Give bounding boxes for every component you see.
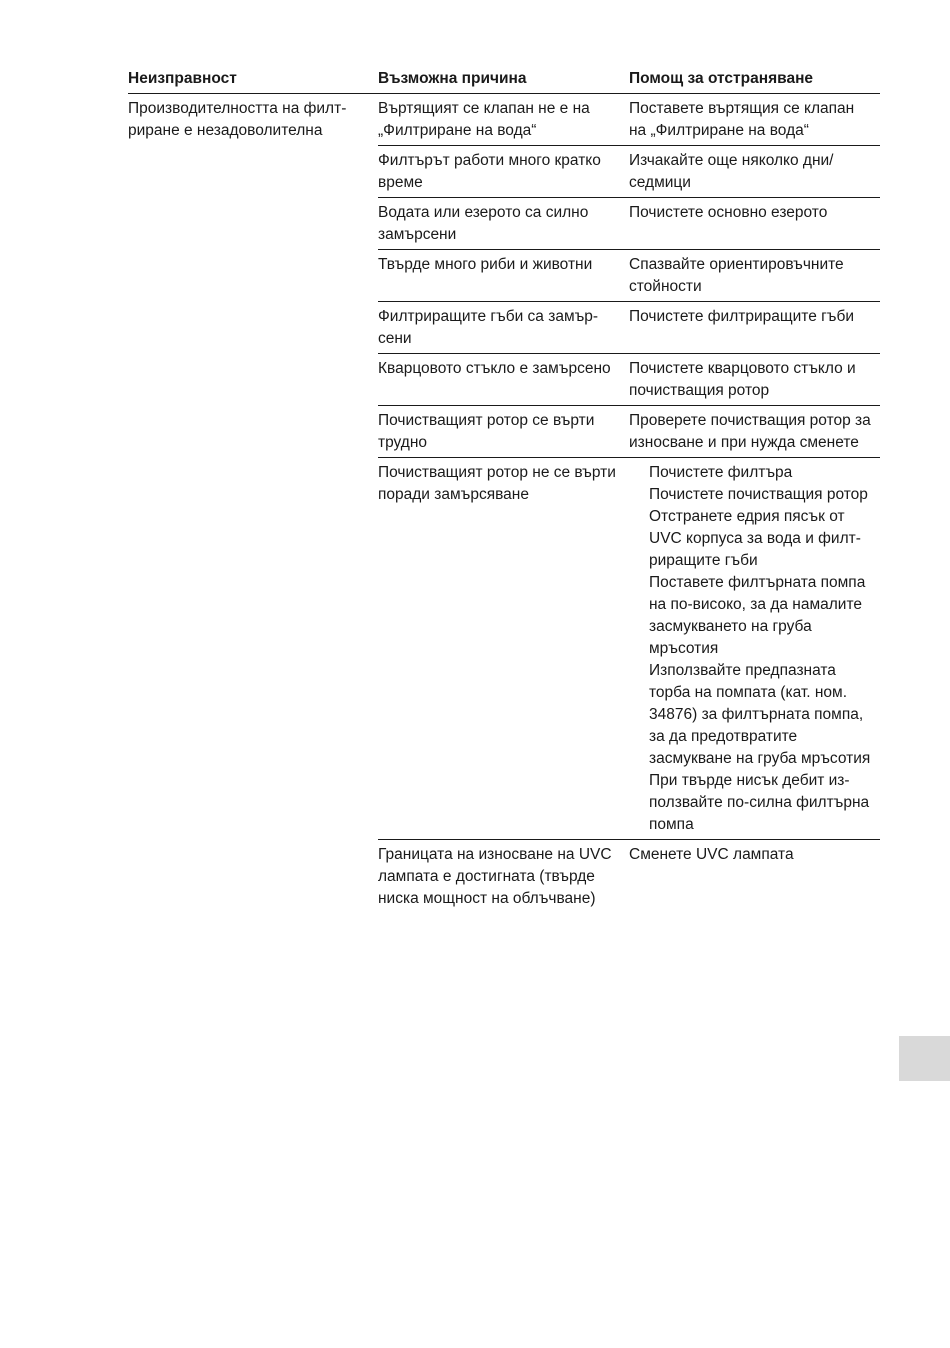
- list-item: При твърде нисък дебит използвайте по-силна филтърна помпа: [649, 772, 870, 833]
- remedy-cell: Почистете филтриращите гъби: [629, 302, 880, 354]
- cause-cell: Твърде много риби и животни: [378, 250, 629, 302]
- list-item: Почистете почистващия ротор: [649, 486, 868, 503]
- cause-cell: Водата или езерото са силно замърсени: [378, 198, 629, 250]
- remedy-cell: [629, 458, 880, 840]
- cause-cell: Филтърът работи много кратко време: [378, 146, 629, 198]
- remedy-cell: Почистете основно езерото: [629, 198, 880, 250]
- cause-cell: Почистващият ротор не се върти поради замърсяване: [378, 458, 629, 840]
- fault-cell: Производителността на филтриране е незадоволителна: [128, 100, 347, 139]
- remedy-cell: Почистете кварцовото стъкло и почистващия ротор: [629, 354, 880, 406]
- remedy-list: [629, 462, 874, 836]
- remedy-cell: Поставете въртящия се клапан на „Филтриране на вода“: [629, 94, 880, 146]
- list-item: Почистете филтъра: [649, 464, 793, 481]
- remedy-cell: Изчакайте още няколко дни/седмици: [629, 146, 880, 198]
- page-side-tab: [899, 1036, 950, 1081]
- list-item: Използвайте предпазната торба на помпата (кат. ном. 34876) за филтърната помпа, за да предотвратите засмукване на груба мръсотия: [649, 662, 871, 767]
- cause-cell: Филтриращите гъби са замърсени: [378, 302, 629, 354]
- cause-cell: Почистващият ротор се върти трудно: [378, 406, 629, 458]
- cause-cell: Границата на износване на UVC лампата е достигната (твърде ниска мощност на облъчване): [378, 846, 612, 907]
- cause-cell: Кварцовото стъкло е замърсено: [378, 354, 629, 406]
- list-item: Поставете филтърната помпа на по-високо, за да намалите засмукването на груба мръсотия: [649, 574, 866, 657]
- table-row: [128, 94, 880, 146]
- troubleshooting-table: [128, 66, 880, 913]
- header-fault: Неизправност: [128, 66, 378, 94]
- table-header-row: [128, 66, 880, 94]
- list-item: Отстранете едрия пясък от UVC корпуса за вода и филтриращите гъби: [649, 508, 861, 569]
- header-cause: Възможна причина: [378, 66, 629, 94]
- remedy-cell: Сменете UVC лампата: [629, 846, 794, 863]
- cause-cell: Въртящият се клапан не е на „Филтриране на вода“: [378, 94, 629, 146]
- header-remedy: Помощ за отстраняване: [629, 66, 880, 94]
- remedy-cell: Проверете почистващия ротор за износване и при нужда сменете: [629, 406, 880, 458]
- remedy-cell: Спазвайте ориентировъчните стойности: [629, 250, 880, 302]
